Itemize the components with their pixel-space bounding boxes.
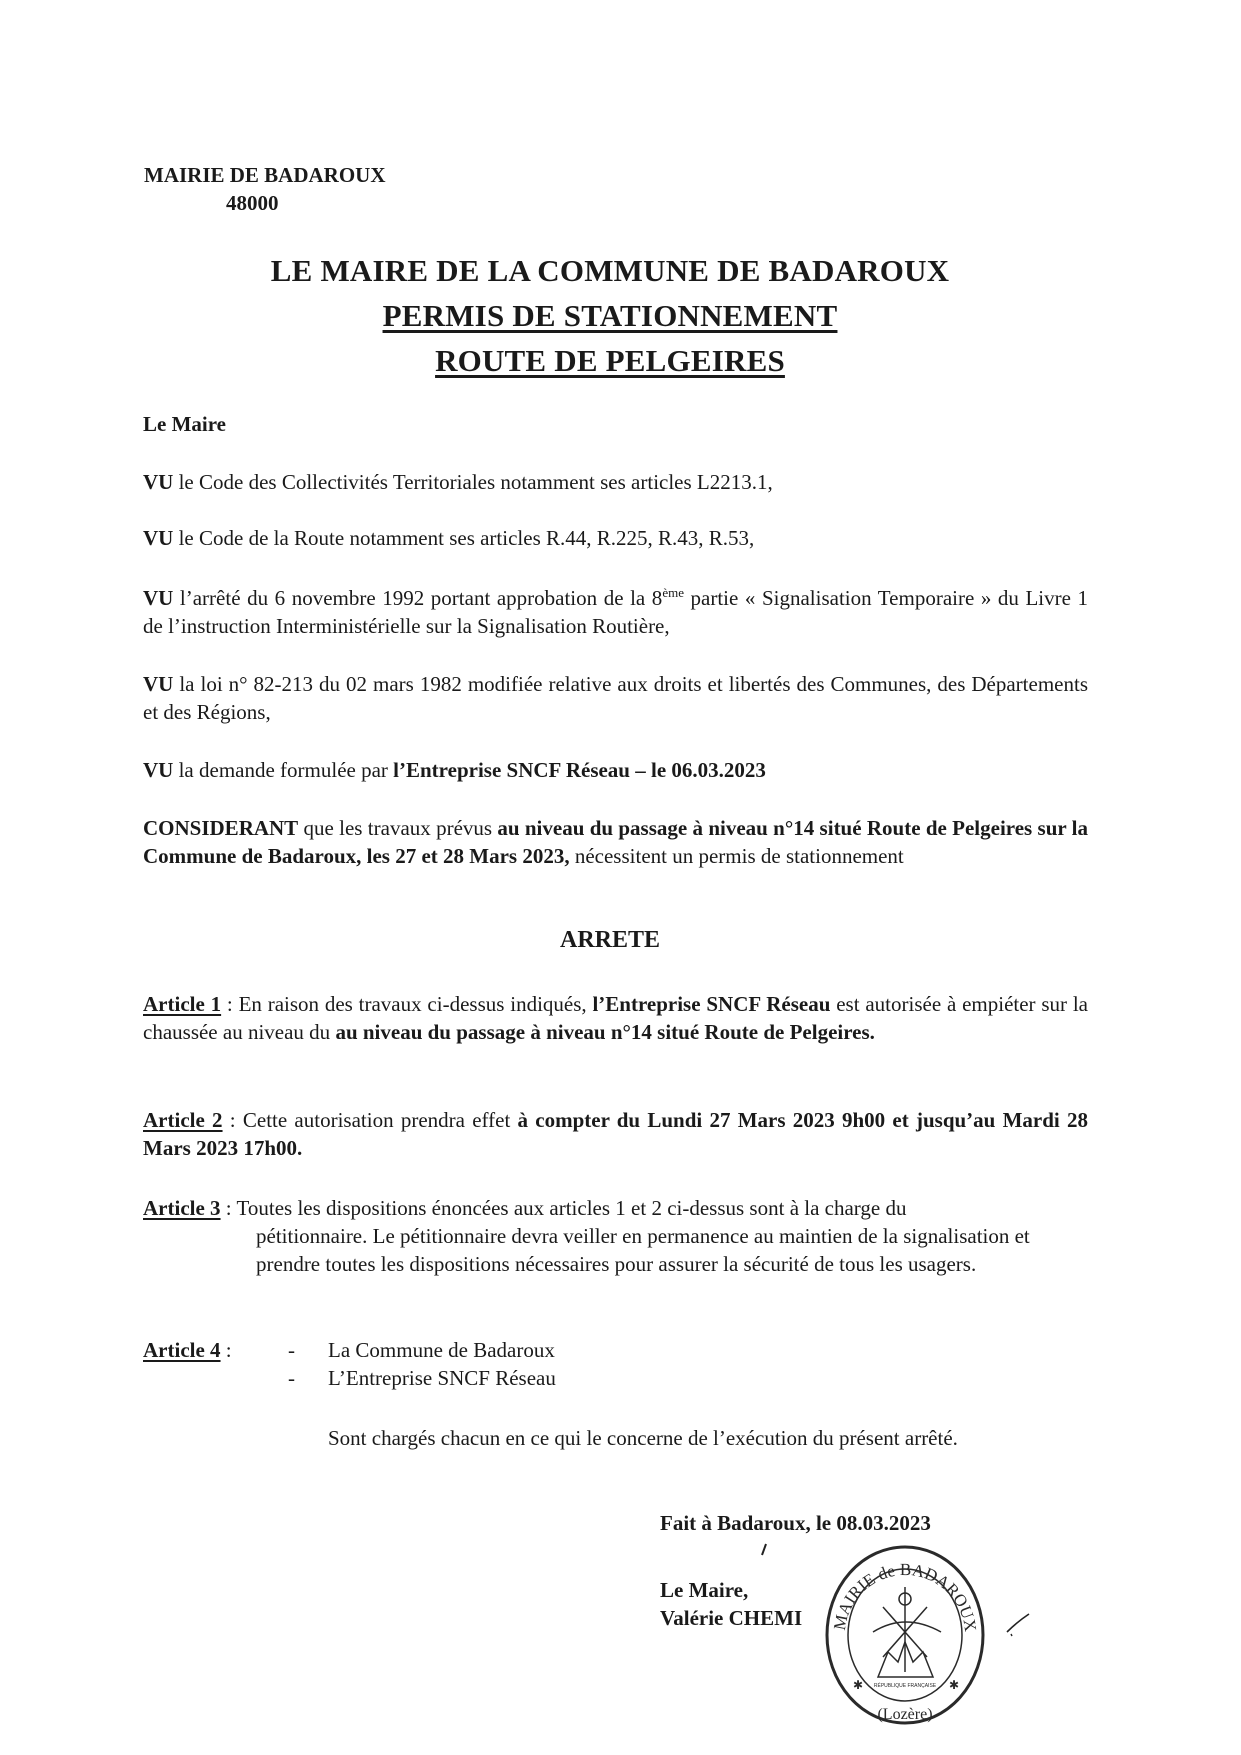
article-4-label: Article 4 — [143, 1338, 221, 1362]
vu-text-cont: partie « Signalisation Temporaire » du Livre 1 de l’instruction Interministérielle sur la Signalisation Routière, — [143, 586, 1089, 638]
vu-paragraph-1 — [143, 468, 1088, 496]
vu-text: le Code de la Route notamment ses articles R.44, R.225, R.43, R.53, — [173, 526, 755, 550]
article-3-label: Article 3 — [143, 1196, 221, 1220]
article-sep: : — [220, 1338, 232, 1362]
list-bullet: - — [288, 1338, 295, 1362]
title-line-2-text: PERMIS DE STATIONNEMENT — [382, 298, 838, 333]
article-sep: : — [220, 1196, 237, 1220]
considerant-label: CONSIDERANT — [143, 816, 299, 840]
article-1-text-b: est autorisée à empiéter sur la chaussée au niveau du — [143, 992, 1088, 1044]
postcode: 48000 — [226, 191, 279, 215]
mairie-stamp — [823, 1537, 988, 1727]
article-2-text: Cette autorisation prendra effet — [242, 1108, 518, 1132]
pen-mark — [758, 1542, 770, 1558]
vu-paragraph-4 — [143, 670, 1088, 726]
article-1-label: Article 1 — [143, 992, 222, 1016]
arrete-heading: ARRETE — [559, 927, 661, 953]
article-3-line-1: Toutes les dispositions énoncées aux articles 1 et 2 ci-dessus sont à la charge du — [236, 1196, 907, 1220]
considerant-paragraph — [143, 814, 1088, 870]
stamp-star-icon: ✱ — [949, 1678, 960, 1692]
list-bullet: - — [288, 1366, 295, 1390]
mairie-name: MAIRIE DE BADAROUX — [144, 163, 386, 187]
article-1-bold-b: au niveau du passage à niveau n°14 situé Route de Pelgeires. — [335, 1020, 875, 1044]
vu-text: l’arrêté du 6 novembre 1992 portant approbation de la 8 — [173, 586, 663, 610]
considerant-bold: au niveau du passage à niveau n°14 situé Route de Pelgeires sur la Commune de Badaroux, les 27 et 28 Mars 2023, — [143, 816, 1088, 868]
list-item-1: La Commune de Badaroux — [328, 1338, 555, 1362]
stamp-top-text: MAIRIE de BADAROUX — [829, 1559, 981, 1633]
intro-le-maire: Le Maire — [143, 412, 226, 436]
considerant-text: que les travaux prévus — [298, 816, 498, 840]
superscript-eme: ème — [662, 585, 684, 600]
title-line-2 — [140, 298, 1080, 334]
signatory-name: Valérie CHEMI — [660, 1606, 803, 1630]
vu-paragraph-3 — [143, 584, 1088, 640]
vu-text: la demande formulée par — [173, 758, 394, 782]
vu-paragraph-2 — [143, 524, 1088, 552]
article-2-bold: à compter du Lundi 27 Mars 2023 9h00 et jusqu’au Mardi 28 Mars 2023 17h00. — [143, 1108, 1088, 1160]
considerant-text-end: nécessitent un permis de stationnement — [569, 844, 904, 868]
signatory-role: Le Maire, — [660, 1578, 749, 1602]
vu-label: VU — [143, 470, 174, 494]
vu-paragraph-5 — [143, 756, 1088, 784]
title-line-1: LE MAIRE DE LA COMMUNE DE BADAROUX — [270, 253, 950, 288]
article-sep: : — [222, 1108, 243, 1132]
article-2-label: Article 2 — [143, 1108, 223, 1132]
article-sep: : — [221, 992, 239, 1016]
place-date: Fait à Badaroux, le 08.03.2023 — [660, 1511, 931, 1535]
stamp-star-icon: ✱ — [853, 1678, 864, 1692]
stamp-center-text: RÉPUBLIQUE FRANÇAISE — [873, 1683, 937, 1689]
article-3-first-line — [143, 1194, 1088, 1222]
title-line-3 — [140, 343, 1080, 379]
article-2 — [143, 1106, 1088, 1162]
stamp-bottom-text: (Lozère) — [877, 1706, 933, 1723]
vu-label: VU — [143, 526, 174, 550]
article-3-rest: pétitionnaire. Le pétitionnaire devra veiller en permanence au maintien de la signalisation et prendre toutes les dispositions nécessaires pour assurer la sécurité de tous les usagers. — [256, 1224, 1030, 1276]
signature-stroke — [1003, 1610, 1033, 1640]
vu-text: le Code des Collectivités Territoriales notamment ses articles L2213.1, — [173, 470, 773, 494]
list-item-2: L’Entreprise SNCF Réseau — [328, 1366, 556, 1390]
stamp-emblem — [873, 1587, 941, 1677]
vu-label: VU — [143, 672, 174, 696]
title-line-3-text: ROUTE DE PELGEIRES — [435, 343, 785, 378]
vu-label: VU — [143, 586, 174, 610]
article-1-bold-a: l’Entreprise SNCF Réseau — [592, 992, 831, 1016]
vu-bold-text: l’Entreprise SNCF Réseau – le 06.03.2023 — [393, 758, 766, 782]
article-1 — [143, 990, 1088, 1046]
article-1-text: En raison des travaux ci-dessus indiqués, — [238, 992, 593, 1016]
article-4-label-line — [143, 1336, 232, 1364]
vu-text: la loi n° 82-213 du 02 mars 1982 modifiée relative aux droits et libertés des Communes, des Départements et des Régions, — [143, 672, 1088, 724]
article-4-closing: Sont chargés chacun en ce qui le concerne de l’exécution du présent arrêté. — [328, 1426, 958, 1450]
vu-label: VU — [143, 758, 174, 782]
